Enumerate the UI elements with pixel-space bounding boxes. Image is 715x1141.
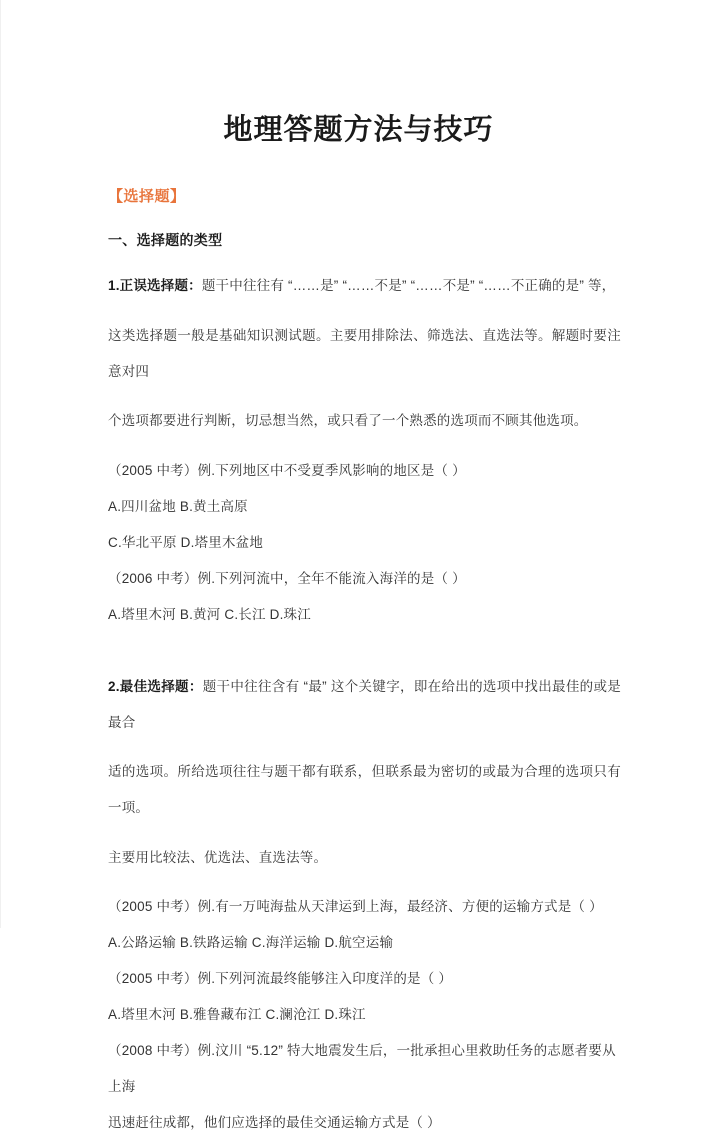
section-tag-multiple-choice: 【选择题】 [108,188,186,205]
example-2-options: A.塔里木河 B.黄河 C.长江 D.珠江 [108,606,311,622]
document-body [1,187,715,1141]
text-true-false-line1: 题干中往往有 “……是” “……不是” “……不是” “……不正确的是” 等， [201,278,616,293]
label-best-choice-type: 2.最佳选择题： [108,678,203,694]
paragraph-true-false-line2 [108,318,621,390]
example-3-options: A.公路运输 B.铁路运输 C.海洋运输 D.航空运输 [108,935,394,950]
text-true-false-line3: 个选项都要进行判断，切忌想当然，或只看了一个熟悉的选项而不顾其他选项。 [108,413,588,428]
example-1-options-cd: C.华北平原 D.塔里木盆地 [108,534,264,550]
section-heading-question-types: 一、选择题的类型 [108,232,223,248]
paragraph-true-false-line3 [108,403,621,439]
section-gap [108,633,621,669]
paragraph-best-choice-line3 [108,840,621,876]
text-best-choice-line3: 主要用比较法、优选法、直选法等。 [108,849,328,865]
example-5-stem-line2: 迅速赶往成都，他们应选择的最佳交通运输方式是（ ） [108,1115,441,1130]
example-5-stem-line1: （2008 中考）例.汶川 “5.12” 特大地震发生后，一批承担心里救助任务的志愿者要从上海 [108,1043,616,1094]
example-1-options-ab: A.四川盆地 B.黄土高原 [108,498,248,514]
paragraph-best-choice-type [108,669,621,741]
example-3-stem: （2005 中考）例.有一万吨海盐从天津运到上海，最经济、方便的运输方式是（ ） [108,899,603,914]
example-1-stem: （2005 中考）例.下列地区中不受夏季风影响的地区是（ ） [108,462,466,478]
paragraph-true-false-type [108,268,621,304]
example-2-stem: （2006 中考）例.下列河流中，全年不能流入海洋的是（ ） [108,570,466,586]
text-true-false-line2: 这类选择题一般是基础知识测试题。主要用排除法、筛选法、直选法等。解题时要注意对四 [108,327,621,379]
page-title: 地理答题方法与技巧 [223,114,494,146]
example-4-options: A.塔里木河 B.雅鲁藏布江 C.澜沧江 D.珠江 [108,1007,366,1022]
label-true-false-type: 1.正误选择题： [108,278,202,293]
example-4-stem: （2005 中考）例.下列河流最终能够注入印度洋的是（ ） [108,971,453,986]
document-page [1,0,715,1130]
text-best-choice-line1: 题干中往往含有 “最” 这个关键字，即在给出的选项中找出最佳的或是最合 [108,678,622,730]
text-best-choice-line2: 适的选项。所给选项往往与题干都有联系，但联系最为密切的或最为合理的选项只有一项。 [108,764,621,815]
paragraph-best-choice-line2 [108,754,621,826]
